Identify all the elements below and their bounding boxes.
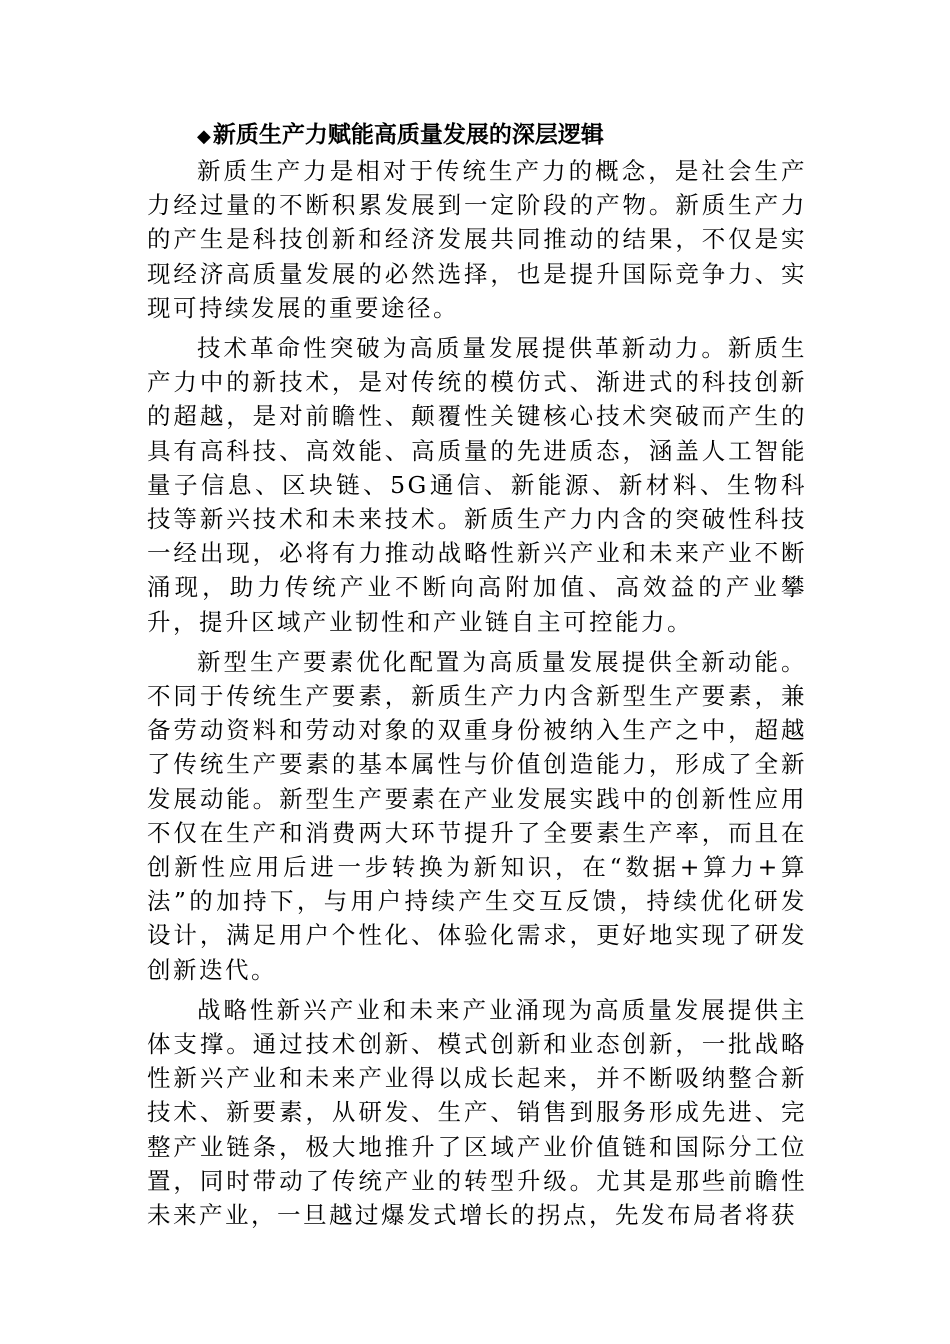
- paragraph-2: 技术革命性突破为高质量发展提供革新动力。新质生产力中的新技术，是对传统的模仿式、渐进式的科技创新的超越，是对前瞻性、颠覆性关键核心技术突破而产生的具有高科技、高效能、高质量的先进质态，涵盖人工智能量子信息、区块链、5G通信、新能源、新材料、生物科技等新兴技术和未来技术。新质生产力内含的突破性科技一经出现，必将有力推动战略性新兴产业和未来产业不断涌现，助力传统产业不断向高附加值、高效益的产业攀升，提升区域产业韧性和产业链自主可控能力。: [147, 334, 807, 636]
- paragraph-3: 新型生产要素优化配置为高质量发展提供全新动能。不同于传统生产要素，新质生产力内含新型生产要素，兼备劳动资料和劳动对象的双重身份被纳入生产之中，超越了传统生产要素的基本属性与价值创造能力，形成了全新发展动能。新型生产要素在产业发展实践中的创新性应用不仅在生产和消费两大环节提升了全要素生产率，而且在创新性应用后进一步转换为新知识，在“数据+算力+算法”的加持下，与用户持续产生交互反馈，持续优化研发设计，满足用户个性化、体验化需求，更好地实现了研发创新迭代。: [147, 647, 807, 984]
- diamond-bullet-icon: ◆: [197, 126, 211, 147]
- paragraph-4: 战略性新兴产业和未来产业涌现为高质量发展提供主体支撑。通过技术创新、模式创新和业态创新，一批战略性新兴产业和未来产业得以成长起来，并不断吸纳整合新技术、新要素，从研发、生产、销售到服务形成先进、完整产业链条，极大地推升了区域产业价值链和国际分工位置，同时带动了传统产业的转型升级。尤其是那些前瞻性未来产业，一旦越过爆发式增长的拐点，先发布局者将获: [147, 995, 807, 1230]
- paragraph-1: 新质生产力是相对于传统生产力的概念，是社会生产力经过量的不断积累发展到一定阶段的产物。新质生产力的产生是科技创新和经济发展共同推动的结果，不仅是实现经济高质量发展的必然选择，也是提升国际竞争力、实现可持续发展的重要途径。: [147, 157, 807, 322]
- section-heading-text: 新质生产力赋能高质量发展的深层逻辑: [212, 122, 604, 148]
- section-heading: [197, 118, 807, 154]
- document-page: [147, 118, 807, 1238]
